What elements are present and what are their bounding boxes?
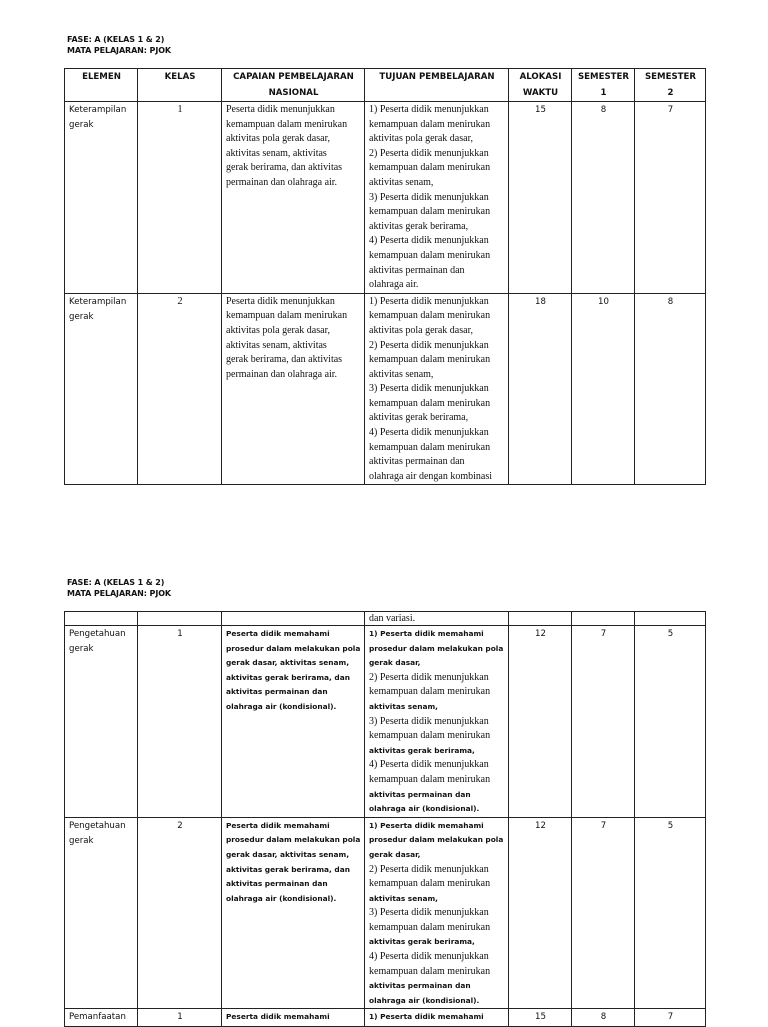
elemen-cell: Pengetahuan gerak xyxy=(65,817,138,1009)
subject-label: MATA PELAJARAN: PJOK xyxy=(67,589,172,598)
capaian-cell: Peserta didik memahami prosedur dalam melakukan pola gerak dasar, aktivitas senam, aktivitas gerak berirama, dan aktivitas permainan dan olahraga air (kondisional). xyxy=(222,626,365,818)
semester-2-cell: 5 xyxy=(635,626,706,818)
semester-1-cell: 8 xyxy=(572,102,635,294)
col-header-capaian: CAPAIAN PEMBELAJARAN NASIONAL xyxy=(222,69,365,102)
elemen-cell: Pengetahuan gerak xyxy=(65,626,138,818)
tujuan-cell: 1) Peserta didik memahami xyxy=(365,1009,509,1027)
col-header-tujuan: TUJUAN PEMBELAJARAN xyxy=(365,69,509,102)
kelas-cell: 1 xyxy=(138,102,222,294)
tujuan-cell: 1) Peserta didik menunjukkan kemampuan dalam menirukan aktivitas pola gerak dasar, 2) Peserta didik menunjukkan kemampuan dalam menirukan aktivitas senam, 3) Peserta didik menunjukkan kemampuan dalam menirukan aktivitas gerak berirama, 4) Peserta didik menunjukkan kemampuan dalam menirukan aktivitas permainan dan olahraga air. xyxy=(365,102,509,294)
semester-2-cell: 7 xyxy=(635,1009,706,1027)
alokasi-cell: 18 xyxy=(509,293,572,485)
alokasi-cell: 12 xyxy=(509,626,572,818)
col-header-semester-1: SEMESTER 1 xyxy=(572,69,635,102)
table-row xyxy=(65,626,706,818)
semester-1-cell: 7 xyxy=(572,626,635,818)
alokasi-cell: 15 xyxy=(509,1009,572,1027)
tujuan-cell: 1) Peserta didik memahami prosedur dalam melakukan pola gerak dasar, 2) Peserta didik menunjukkan kemampuan dalam menirukan aktivitas senam, 3) Peserta didik menunjukkan kemampuan dalam menirukan aktivitas gerak berirama, 4) Peserta didik menunjukkan kemampuan dalam menirukan aktivitas permainan dan olahraga air (kondisional). xyxy=(365,817,509,1009)
page-header-1 xyxy=(67,34,171,56)
table-header-row xyxy=(65,69,706,102)
table-row xyxy=(65,102,706,294)
table-row-continuation xyxy=(65,612,706,626)
subject-label: MATA PELAJARAN: PJOK xyxy=(67,46,172,55)
curriculum-table-1 xyxy=(64,68,706,485)
col-header-elemen: ELEMEN xyxy=(65,69,138,102)
elemen-cell: Pemanfaatan xyxy=(65,1009,138,1027)
capaian-cell: Peserta didik memahami xyxy=(222,1009,365,1027)
tujuan-cell: 1) Peserta didik memahami prosedur dalam melakukan pola gerak dasar, 2) Peserta didik menunjukkan kemampuan dalam menirukan aktivitas senam, 3) Peserta didik menunjukkan kemampuan dalam menirukan aktivitas gerak berirama, 4) Peserta didik menunjukkan kemampuan dalam menirukan aktivitas permainan dan olahraga air (kondisional). xyxy=(365,626,509,818)
alokasi-cell: 12 xyxy=(509,817,572,1009)
semester-1-cell: 7 xyxy=(572,817,635,1009)
fase-label: FASE: A (KELAS 1 & 2) xyxy=(67,578,165,587)
semester-2-cell xyxy=(635,612,706,626)
semester-2-cell: 7 xyxy=(635,102,706,294)
elemen-cell: Keterampilan gerak xyxy=(65,293,138,485)
capaian-cell: Peserta didik memahami prosedur dalam melakukan pola gerak dasar, aktivitas senam, aktivitas gerak berirama, dan aktivitas permainan dan olahraga air (kondisional). xyxy=(222,817,365,1009)
kelas-cell xyxy=(138,612,222,626)
table-row xyxy=(65,293,706,485)
col-header-kelas: KELAS xyxy=(138,69,222,102)
fase-label: FASE: A (KELAS 1 & 2) xyxy=(67,35,165,44)
semester-2-cell: 8 xyxy=(635,293,706,485)
kelas-cell: 2 xyxy=(138,817,222,1009)
page-header-2 xyxy=(67,577,171,599)
semester-1-cell: 8 xyxy=(572,1009,635,1027)
table-row xyxy=(65,817,706,1009)
kelas-cell: 2 xyxy=(138,293,222,485)
capaian-cell xyxy=(222,612,365,626)
semester-1-cell: 10 xyxy=(572,293,635,485)
tujuan-cell: 1) Peserta didik menunjukkan kemampuan dalam menirukan aktivitas pola gerak dasar, 2) Peserta didik menunjukkan kemampuan dalam menirukan aktivitas senam, 3) Peserta didik menunjukkan kemampuan dalam menirukan aktivitas gerak berirama, 4) Peserta didik menunjukkan kemampuan dalam menirukan aktivitas permainan dan olahraga air dengan kombinasi xyxy=(365,293,509,485)
elemen-cell xyxy=(65,612,138,626)
col-header-semester-2: SEMESTER 2 xyxy=(635,69,706,102)
alokasi-cell xyxy=(509,612,572,626)
curriculum-table-2 xyxy=(64,611,706,1027)
kelas-cell: 1 xyxy=(138,626,222,818)
alokasi-cell: 15 xyxy=(509,102,572,294)
semester-2-cell: 5 xyxy=(635,817,706,1009)
tujuan-continuation: dan variasi. xyxy=(365,612,509,626)
capaian-cell: Peserta didik menunjukkan kemampuan dalam menirukan aktivitas pola gerak dasar, aktivitas senam, aktivitas gerak berirama, dan aktivitas permainan dan olahraga air. xyxy=(222,102,365,294)
capaian-cell: Peserta didik menunjukkan kemampuan dalam menirukan aktivitas pola gerak dasar, aktivitas senam, aktivitas gerak berirama, dan aktivitas permainan dan olahraga air. xyxy=(222,293,365,485)
table-row xyxy=(65,1009,706,1027)
semester-1-cell xyxy=(572,612,635,626)
elemen-cell: Keterampilan gerak xyxy=(65,102,138,294)
kelas-cell: 1 xyxy=(138,1009,222,1027)
col-header-alokasi: ALOKASI WAKTU xyxy=(509,69,572,102)
